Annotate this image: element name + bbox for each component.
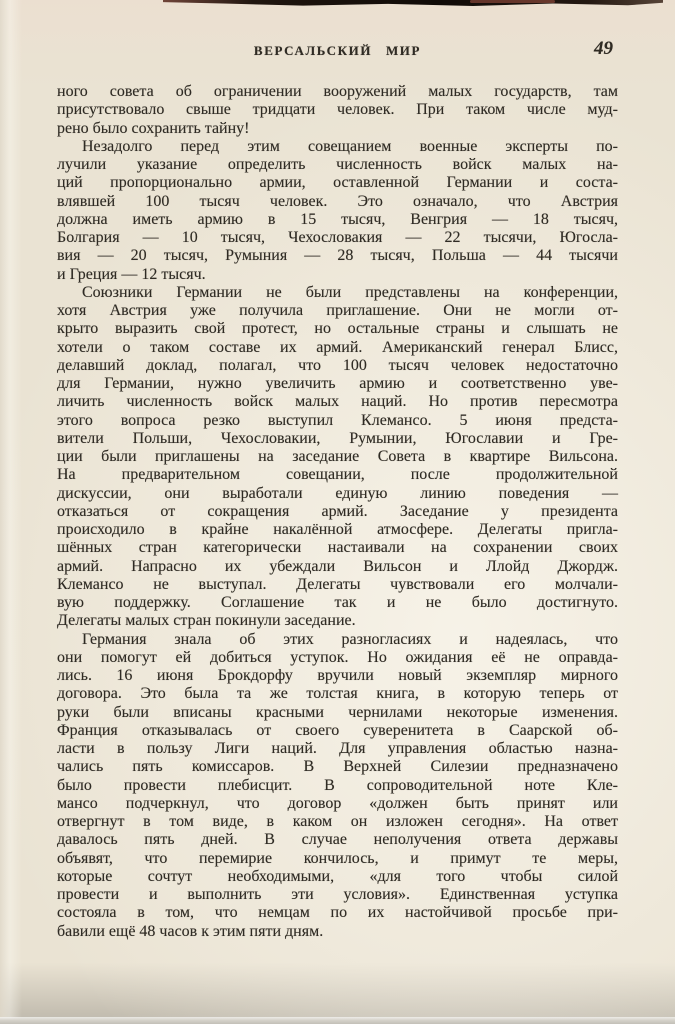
text-line: Союзники Германии не были представлены на конференции, [82, 283, 618, 301]
text-line: для Германии, нужно увеличить армию и соответственно уве- [57, 375, 618, 392]
photo-top-edge-shadow [163, 0, 663, 7]
text-line: договора. Это была та же толстая книга, в которую теперь от [57, 685, 618, 703]
text-line: Клемансо не выступал. Делегаты чувствовали его молчали- [57, 575, 618, 593]
text-line: мансо подчеркнул, что договор «должен быть принят или [57, 794, 618, 812]
text-line: Делегаты малых стран покинули заседание. [57, 612, 356, 630]
text-line: происходило в крайне накалённой атмосфере. Делегаты пригла- [57, 521, 618, 538]
text-line: давалось пять дней. В случае неполучения ответа державы [57, 831, 618, 849]
text-line: вую поддержку. Соглашение так и не было достигнуто. [57, 594, 618, 611]
photo-top-edge-tint [470, 0, 555, 3]
text-line: личить численность войск малых наций. Но против пересмотра [57, 393, 618, 411]
text-line: состояла в том, что немцам по их настойчивой просьбе при- [57, 904, 618, 922]
text-line: делавший доклад, полагал, что 100 тысяч человек недостаточно [57, 356, 618, 374]
text-line: рено было сохранить тайну! [57, 119, 250, 137]
text-line: шённых стран категорически настаивали на сохранении своих [57, 539, 618, 557]
running-title: ВЕРСАЛЬСКИЙ МИР [253, 43, 422, 58]
body-text [57, 83, 618, 941]
text-line: чались пять комиссаров. В Верхней Силезии предназначено [57, 758, 618, 776]
text-line: армий. Напрасно их убеждали Вильсон и Ллойд Джордж. [57, 557, 618, 575]
page-number: 49 [594, 38, 613, 59]
text-line: руки были вписаны красными чернилами некоторые изменения. [57, 703, 618, 721]
text-line: Франция отказывалась от своего суверенитета в Саарской об- [57, 721, 618, 739]
text-line: они помогут ей добиться уступок. Но ожидания её не оправда- [57, 648, 618, 666]
text-line: ции были приглашены на заседание Совета в квартире Вильсона. [57, 448, 618, 465]
text-line: Германия знала об этих разногласиях и надеялась, что [82, 630, 618, 648]
text-line: влявшей 100 тысяч человек. Это означало, что Австрия [57, 192, 618, 210]
text-line: ласти в пользу Лиги наций. Для управления областью назна- [57, 740, 618, 757]
text-line: отвергнут в том виде, в каком он изложен сегодня». На ответ [57, 813, 618, 830]
text-line: провести и выполнить эти условия». Единственная уступка [57, 886, 618, 903]
text-line: Болгария — 10 тысяч, Чехословакия — 22 тысячи, Югосла- [57, 229, 618, 246]
text-line: отказаться от сокращения армий. Заседание у президента [57, 502, 618, 520]
text-line: было провести плебисцит. В сопроводительной ноте Кле- [57, 776, 618, 794]
text-line: крыто выразить свой протест, но остальные страны и слышать не [57, 320, 618, 338]
text-line: На предварительном совещании, после продолжительной [57, 466, 618, 484]
text-line: этого вопроса резко выступил Клемансо. 5 июня предста- [57, 411, 618, 429]
text-line: лись. 16 июня Брокдорфу вручили новый экземпляр мирного [57, 667, 618, 684]
text-line: лучили указание определить численность войск малых на- [57, 156, 618, 173]
text-line: хотя Австрия уже получила приглашение. Они не могли от- [57, 302, 618, 319]
text-line: Незадолго перед этим совещанием военные эксперты по- [82, 137, 618, 155]
text-line: ного совета об ограничении вооружений малых государств, там [57, 83, 618, 100]
text-line: и Греция — 12 тысяч. [57, 265, 206, 283]
text-line: которые сочтут необходимыми, «для того чтобы силой [57, 867, 618, 885]
text-line: бавили ещё 48 часов к этим пяти дням. [57, 922, 324, 940]
text-line: дискуссии, они выработали единую линию поведения — [57, 484, 618, 502]
text-line: хотели о таком составе их армий. Американский генерал Блисс, [57, 338, 618, 356]
text-line: вители Польши, Чехословакии, Румынии, Югославии и Гре- [57, 429, 618, 447]
header-rule [57, 67, 619, 70]
text-line: должна иметь армию в 15 тысяч, Венгрия — 18 тысяч, [57, 210, 618, 228]
text-line: объявят, что перемирие кончилось, и примут те меры, [57, 849, 618, 867]
photo-bottom-edge-shadow [0, 1017, 675, 1024]
text-line: ций пропорционально армии, оставленной Германии и соста- [57, 174, 618, 192]
text-line: вия — 20 тысяч, Румыния — 28 тысяч, Польша — 44 тысячи [57, 247, 618, 265]
text-line: присутствовало свыше тридцати человек. При таком числе муд- [57, 101, 618, 119]
